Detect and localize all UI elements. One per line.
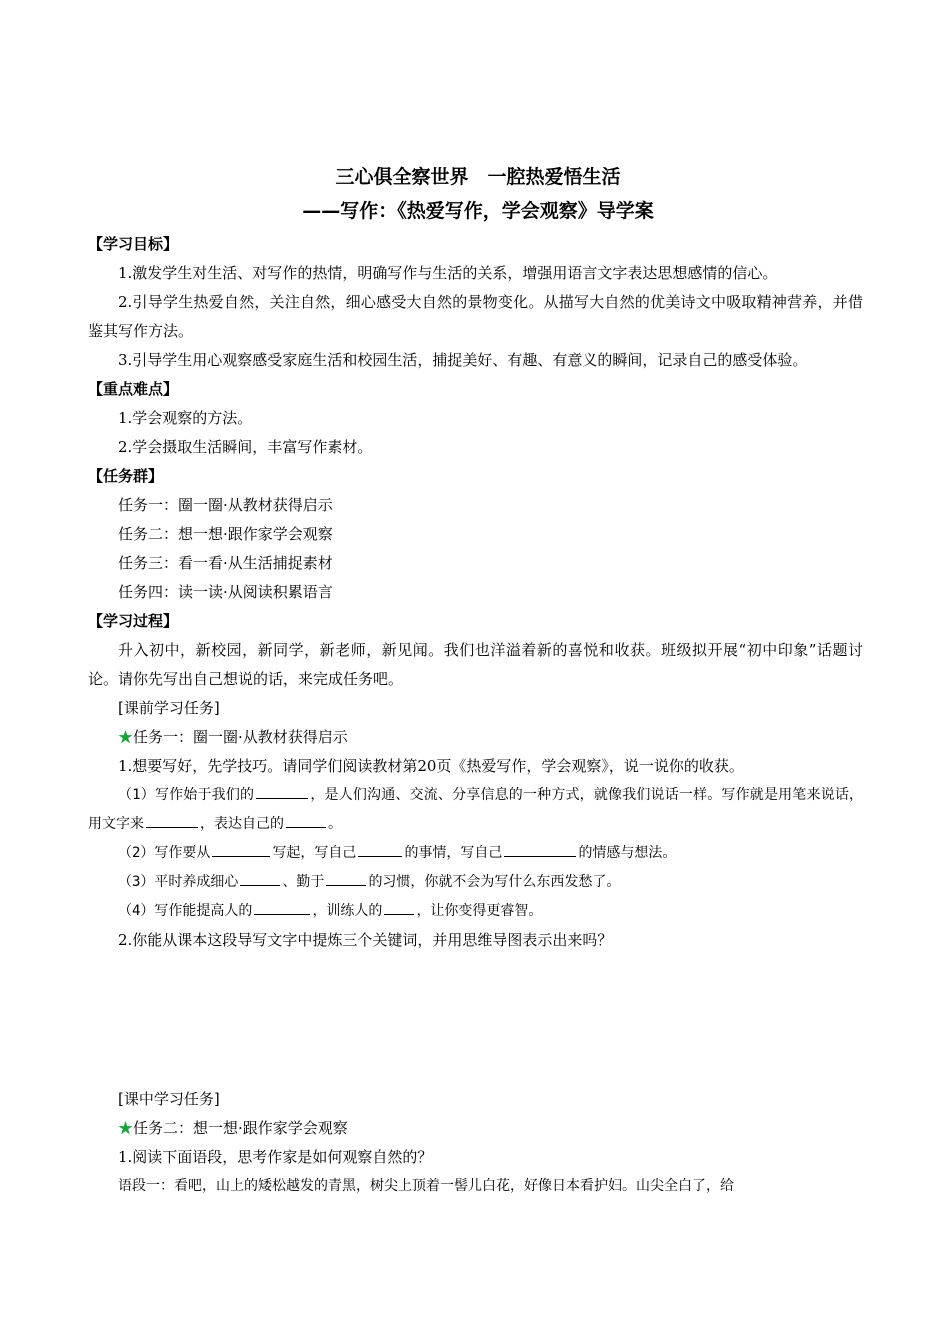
question-3: 1.阅读下面语段，思考作家是如何观察自然的？ <box>118 1148 433 1166</box>
fill-question-4: （4）写作能提高人的 ，训练人的 ，让你变得更睿智。 <box>88 897 863 926</box>
answer-blank[interactable] <box>326 871 366 886</box>
star-icon: ★ <box>118 1119 134 1137</box>
question-2: 2.你能从课本这段导写文字中提炼三个关键词，并用思维导图表示出来吗？ <box>118 931 613 949</box>
question-1: 1.想要写好，先学技巧。请同学们阅读教材第20页《热爱写作，学会观察》，说一说你的收获。 <box>118 757 744 775</box>
tasks-heading: 【任务群】 <box>88 467 164 485</box>
task-list-item: 任务四：读一读·从阅读积累语言 <box>118 583 333 601</box>
passage-1: 语段一：看吧，山上的矮松越发的青黑，树尖上顶着一髻儿白花，好像日本看护妇。山尖全白了，给 <box>118 1178 734 1194</box>
key-point-item: 1.学会观察的方法。 <box>118 409 253 427</box>
goal-item: 1.激发学生对生活、对写作的热情，明确写作与生活的关系，增强用语言文字表达思想感情的信心。 <box>118 264 778 282</box>
fill-question-3: （3）平时养成细心 、勤于 的习惯，你就不会为写什么东西发愁了。 <box>88 868 863 897</box>
task1-heading <box>88 723 863 752</box>
key-points-heading: 【重点难点】 <box>88 380 179 398</box>
fill-question-2: （2）写作要从 写起，写自己 的事情，写自己 的情感与想法。 <box>88 839 863 868</box>
answer-blank[interactable] <box>254 900 310 915</box>
answer-blank[interactable] <box>358 842 402 857</box>
task2-title: 任务二：想一想·跟作家学会观察 <box>133 1119 348 1137</box>
answer-blank[interactable] <box>286 813 326 828</box>
answer-blank[interactable] <box>240 871 280 886</box>
key-point-item: 2.学会摄取生活瞬间，丰富写作素材。 <box>118 438 373 456</box>
task1-title: 任务一：圈一圈·从教材获得启示 <box>133 728 348 746</box>
task-list-item: 任务三：看一看·从生活捕捉素材 <box>118 554 333 572</box>
answer-blank[interactable] <box>146 813 198 828</box>
answer-blank[interactable] <box>384 900 414 915</box>
page-subtitle: ——写作：《热爱写作，学会观察》导学案 <box>302 200 654 222</box>
answer-blank[interactable] <box>504 842 576 857</box>
goal-item: 2.引导学生热爱自然，关注自然，细心感受大自然的景物变化。从描写大自然的优美诗文中吸取精神营养，并借鉴其写作方法。 <box>88 293 863 340</box>
fill-question-1: （1）写作始于我们的 ，是人们沟通、交流、分享信息的一种方式，就像我们说话一样。写作就是用笔来说话，用文字来 ，表达自己的 。 <box>88 781 863 839</box>
task2-heading <box>88 1114 863 1143</box>
page-title: 三心俱全察世界 一腔热爱悟生活 <box>335 166 621 188</box>
goal-item: 3.引导学生用心观察感受家庭生活和校园生活，捕捉美好、有趣、有意义的瞬间，记录自己的感受体验。 <box>118 351 808 369</box>
star-icon: ★ <box>118 728 134 746</box>
pre-class-label: [课前学习任务] <box>118 699 220 717</box>
goals-heading: 【学习目标】 <box>88 235 179 253</box>
task-list-item: 任务一：圈一圈·从教材获得启示 <box>118 496 333 514</box>
answer-blank[interactable] <box>256 784 308 799</box>
task-list-item: 任务二：想一想·跟作家学会观察 <box>118 525 333 543</box>
process-intro: 升入初中，新校园，新同学，新老师，新见闻。我们也洋溢着新的喜悦和收获。班级拟开展“初中印象”话题讨论。请你先写出自己想说的话，来完成任务吧。 <box>88 641 863 688</box>
in-class-label: [课中学习任务] <box>118 1090 220 1108</box>
answer-blank[interactable] <box>212 842 270 857</box>
document-page <box>88 160 863 1201</box>
answer-space[interactable] <box>88 955 863 1085</box>
process-heading: 【学习过程】 <box>88 612 179 630</box>
